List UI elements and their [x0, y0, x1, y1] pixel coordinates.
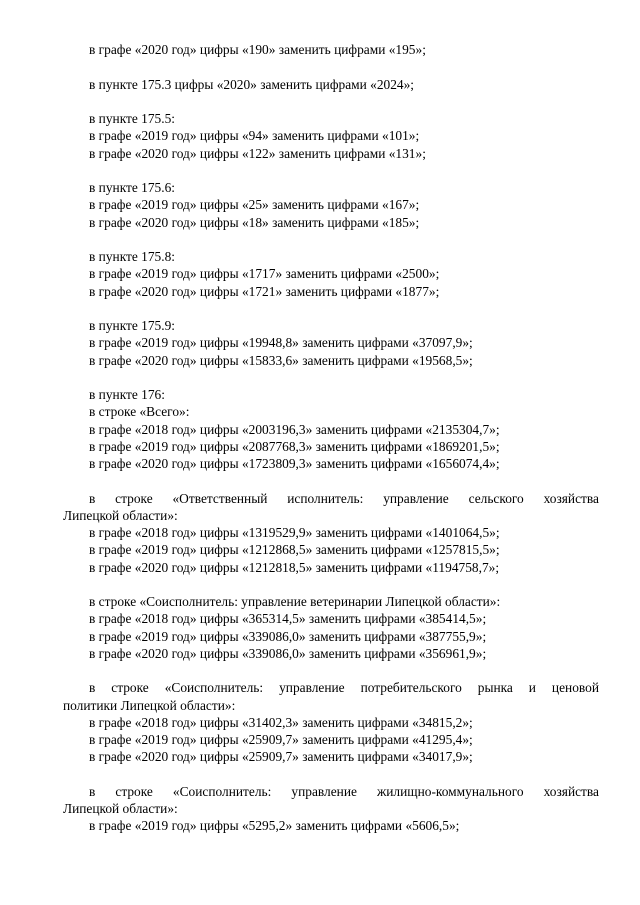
paragraph-gap [89, 662, 599, 679]
amendment-line: в графе «2020 год» цифры «1721» заменить цифрами «1877»; [89, 283, 440, 299]
amendment-line: в строке «Всего»: [89, 404, 190, 420]
amendment-line: в графе «2020 год» цифры «15833,6» заменить цифрами «19568,5»; [89, 352, 473, 368]
amendment-line: в графе «2019 год» цифры «25» заменить цифрами «167»; [89, 197, 420, 213]
amendment-line: в графе «2020 год» цифры «1212818,5» заменить цифрами «1194758,7»; [89, 559, 500, 575]
paragraph-first-line: в строке «Соисполнитель: управление потребительского рынка и ценовой [89, 680, 599, 696]
amendment-line: в графе «2020 год» цифры «25909,7» заменить цифрами «34017,9»; [89, 749, 473, 765]
paragraph-gap [89, 766, 599, 783]
amendment-line: в графе «2018 год» цифры «2003196,3» заменить цифрами «2135304,7»; [89, 421, 500, 437]
paragraph-gap [89, 231, 599, 248]
amendment-line: в графе «2020 год» цифры «190» заменить цифрами «195»; [89, 42, 426, 57]
amendment-line: в графе «2018 год» цифры «31402,3» заменить цифрами «34815,2»; [89, 714, 473, 730]
paragraph-gap [89, 576, 599, 593]
paragraph-continuation-line: Липецкой области»: [63, 801, 178, 816]
amendment-line: в графе «2019 год» цифры «339086,0» заменить цифрами «387755,9»; [89, 628, 487, 644]
amendment-line: в графе «2019 год» цифры «19948,8» заменить цифрами «37097,9»; [89, 335, 473, 351]
amendment-line: в строке «Соисполнитель: управление ветеринарии Липецкой области»: [89, 594, 501, 609]
amendment-line: в пункте 176: [89, 387, 165, 402]
paragraph-continuation-line: Липецкой области»: [63, 507, 178, 523]
paragraph-gap [89, 300, 599, 317]
amendment-line: в графе «2019 год» цифры «94» заменить цифрами «101»; [89, 128, 420, 144]
amendment-line: в графе «2020 год» цифры «1723809,3» заменить цифрами «1656074,4»; [89, 456, 500, 471]
paragraph-gap [89, 58, 599, 75]
paragraph-gap [89, 93, 599, 110]
paragraph-continuation-line: политики Липецкой области»: [63, 697, 236, 713]
amendment-line: в графе «2019 год» цифры «25909,7» заменить цифрами «41295,4»; [89, 732, 473, 747]
amendment-line: в пункте 175.6: [89, 180, 176, 195]
amendment-line: в графе «2020 год» цифры «18» заменить цифрами «185»; [89, 214, 420, 230]
paragraph-gap [89, 369, 599, 386]
amendment-line: в графе «2018 год» цифры «365314,5» заменить цифрами «385414,5»; [89, 611, 487, 627]
amendment-line: в графе «2020 год» цифры «339086,0» заменить цифрами «356961,9»; [89, 645, 487, 661]
paragraph-gap [89, 162, 599, 179]
amendment-line: в графе «2019 год» цифры «5295,2» заменить цифрами «5606,5»; [89, 818, 460, 834]
paragraph-first-line: в строке «Ответственный исполнитель: управление сельского хозяйства [89, 490, 599, 506]
amendment-line: в пункте 175.3 цифры «2020» заменить цифрами «2024»; [89, 76, 415, 92]
amendment-list [63, 41, 599, 835]
amendment-line: в пункте 175.8: [89, 249, 176, 264]
paragraph-first-line: в строке «Соисполнитель: управление жилищно-коммунального хозяйства [89, 783, 599, 799]
amendment-line: в пункте 175.5: [89, 111, 176, 126]
amendment-line: в графе «2019 год» цифры «2087768,3» заменить цифрами «1869201,5»; [89, 438, 500, 454]
amendment-line: в графе «2020 год» цифры «122» заменить цифрами «131»; [89, 145, 426, 161]
amendment-line: в графе «2019 год» цифры «1717» заменить цифрами «2500»; [89, 266, 440, 282]
amendment-line: в пункте 175.9: [89, 318, 176, 333]
amendment-line: в графе «2018 год» цифры «1319529,9» заменить цифрами «1401064,5»; [89, 525, 500, 540]
paragraph-gap [89, 472, 599, 489]
amendment-line: в графе «2019 год» цифры «1212868,5» заменить цифрами «1257815,5»; [89, 542, 500, 558]
